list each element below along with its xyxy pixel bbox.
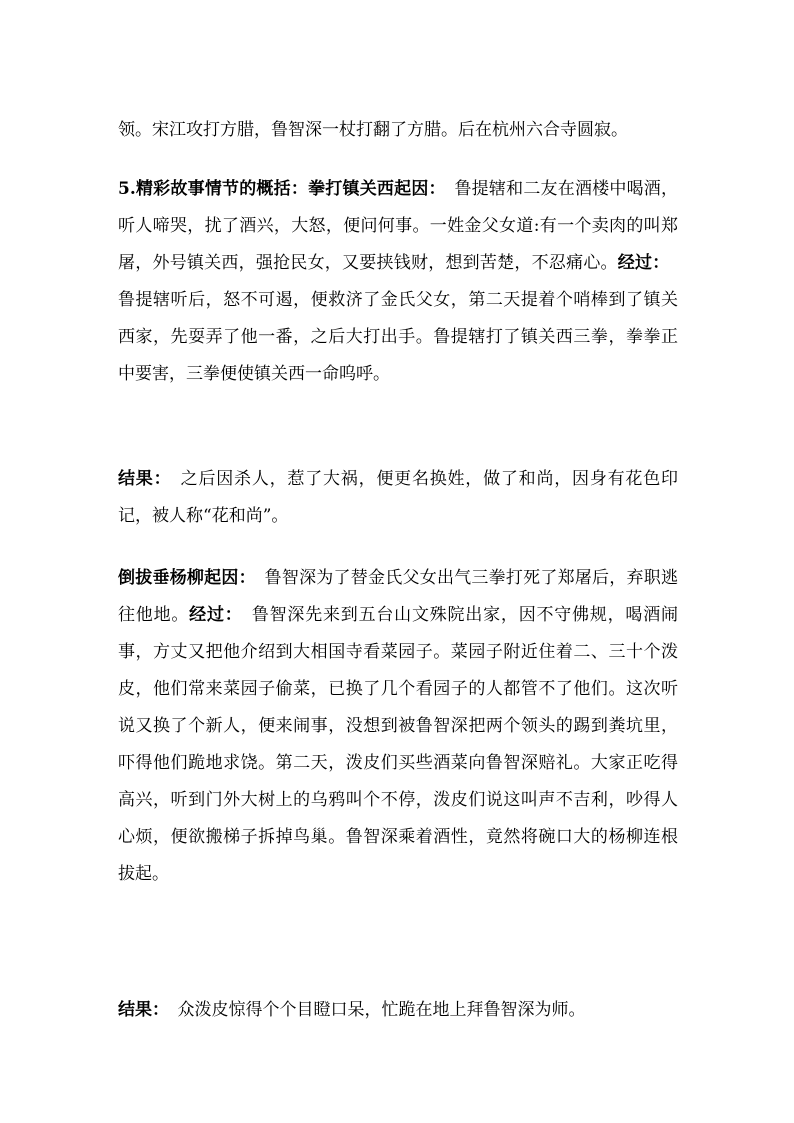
paragraph-result-punch [118, 461, 678, 535]
paragraph-result-willow [118, 992, 678, 1029]
paragraph-text: 鲁智深为了替金氏父女出气三拳打死了郑屠后，弃职逃往他地。 [118, 568, 678, 625]
section-label-process: 经过： [189, 605, 235, 625]
paragraph-summary-punch [118, 171, 678, 393]
section-label-process: 经过： [617, 253, 661, 273]
paragraph-text: 鲁智深先来到五台山文殊院出家，因不守佛规，喝酒闹事，方丈又把他介绍到大相国寺看菜园子。菜园子附近住着二、三十个泼皮，他们常来菜园子偷菜，已换了几个看园子的人都管不了他们。这次听说又换了个新人，便来闹事，没想到被鲁智深把两个领头的踢到粪坑里，吓得他们跪地求饶。第二天，泼皮们买些酒菜向鲁智深赔礼。大家正吃得高兴，听到门外大树上的乌鸦叫个不停，泼皮们说这叫声不吉利，吵得人心烦，便欲搬梯子拆掉鸟巢。鲁智深乘着酒性，竟然将碗口大的杨柳连根拔起。 [118, 605, 679, 884]
section-label-cause: 倒拔垂杨柳起因： [118, 568, 248, 588]
section-label-cause: 5.精彩故事情节的概括：拳打镇关西起因： [118, 179, 438, 199]
paragraph-ending [118, 112, 678, 149]
paragraph-text: 领。宋江攻打方腊，鲁智深一杖打翻了方腊。后在杭州六合寺圆寂。 [118, 120, 628, 140]
section-label-result: 结果： [118, 469, 163, 489]
paragraph-text: 众泼皮惊得个个目瞪口呆，忙跪在地上拜鲁智深为师。 [160, 1000, 586, 1020]
paragraph-text: 鲁提辖和二友在酒楼中喝酒，听人啼哭，扰了酒兴，大怒，便问何事。一姓金父女道:有一个卖肉的叫郑屠，外号镇关西，强抢民女，又要挟钱财，想到苦楚，不忍痛心。 [118, 179, 679, 273]
paragraph-text: 鲁提辖听后，怒不可遏，便救济了金氏父女，第二天提着个哨棒到了镇关西家，先耍弄了他一番，之后大打出手。鲁提辖打了镇关西三拳，拳拳正中要害，三拳便使镇关西一命呜呼。 [118, 253, 678, 384]
paragraph-text: 之后因杀人，惹了大祸，便更名换姓，做了和尚，因身有花色印记，被人称“花和尚”。 [118, 469, 679, 526]
section-label-result: 结果： [118, 1000, 161, 1020]
paragraph-willow [118, 560, 678, 893]
